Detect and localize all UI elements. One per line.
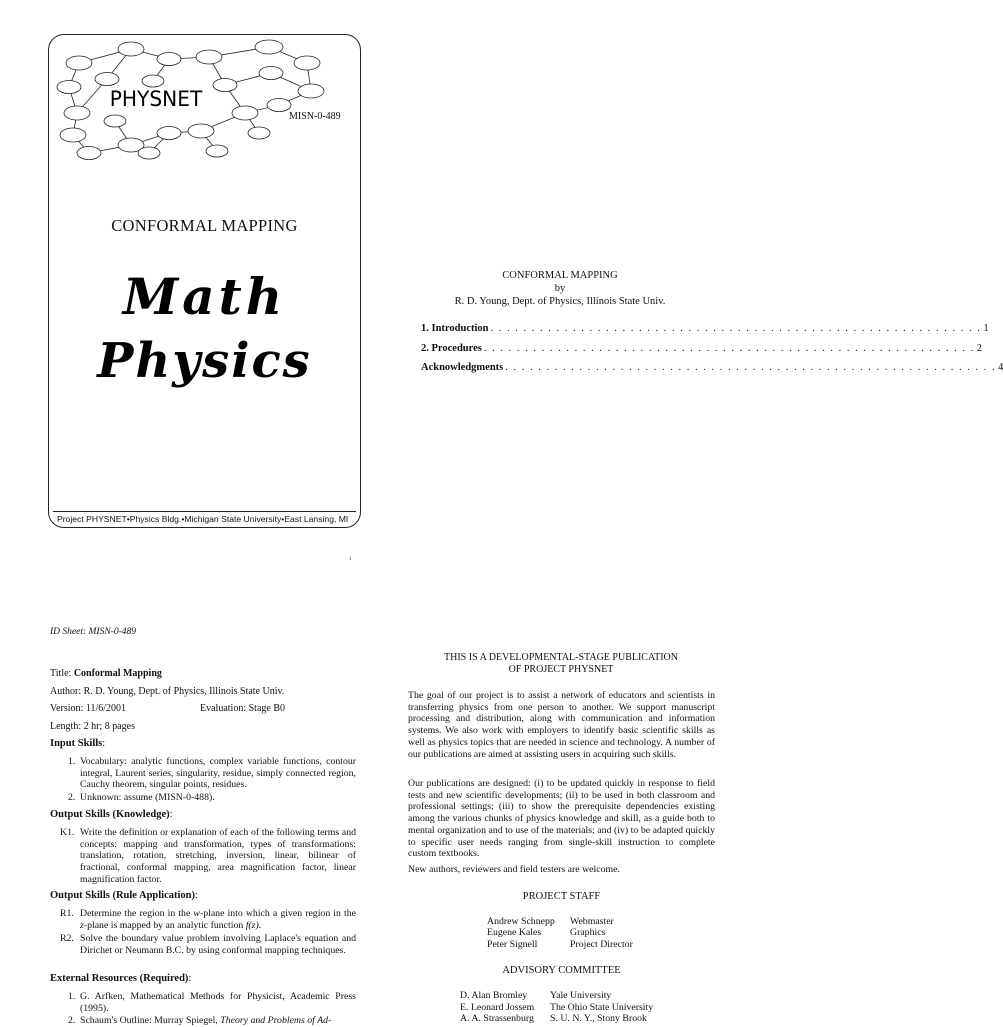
list-item: R2. Solve the boundary value problem involving Laplace's equation and Dirichet or Neumann B.C. by using conformal mapping techniques. [60, 933, 356, 956]
advisor-name: D. Alan Bromley [460, 990, 528, 1001]
id-title-value: Conformal Mapping [73, 668, 162, 679]
physnet-logo: PHYSNET [109, 87, 203, 111]
title-page-by: by [554, 283, 566, 294]
physnet-network-graphic [49, 35, 362, 165]
id-title-line [50, 668, 162, 679]
cover-card [48, 34, 361, 528]
external-resources-heading: External Resources (Required): [50, 973, 192, 984]
design-paragraph: Our publications are designed: (i) to be updated quickly in response to field tests and new scientific developments; (ii) to be used in both classroom and professional settings; (iii) to show the prerequisite dependencies existing among the various chunks of physics knowledge and skill, as a guide both to mental organization and to use of the materials; and (iv) to be adapted quickly to specific user needs ranging from single-skill instruction to complete custom textbooks. [408, 778, 715, 860]
page-number: 1 [349, 557, 352, 562]
advisor-name: A. A. Strassenburg [460, 1013, 534, 1024]
advisor-name: E. Leonard Jossem [460, 1002, 535, 1013]
staff-role: Project Director [570, 939, 633, 950]
id-version: Version: 11/6/2001 [50, 703, 127, 714]
toc-entry[interactable] [421, 362, 1003, 373]
project-staff-heading: PROJECT STAFF [522, 891, 601, 902]
toc-leader: . . . . . . . . . . . . . . . . . . . . . . . . . . . . . . . . . . . . . . . . . . . . . . . . . . . . . . . . . . . . [490, 323, 982, 334]
misn-code: MISN-0-489 [289, 111, 341, 122]
list-item: 1. Vocabulary: analytic functions, complex variable functions, contour integral, Laurent series, singularity, residue, simply connected region, Cauchy theorem, singular points, residues. [68, 756, 356, 791]
id-length: Length: 2 hr; 8 pages [50, 721, 135, 732]
list-item: R1. Determine the region in the w-plane into which a given region in the z-plane is mapped by an analytic function f(z). [60, 908, 356, 931]
staff-role: Webmaster [570, 916, 614, 927]
toc-page: 1 [983, 323, 989, 334]
toc-page: 2 [976, 343, 982, 354]
staff-name: Eugene Kales [487, 927, 542, 938]
cover-title: CONFORMAL MAPPING [111, 216, 298, 235]
cover-gothic-math: Math [122, 267, 287, 326]
toc-label: 2. Procedures [421, 343, 482, 354]
toc-entry[interactable] [421, 343, 982, 354]
staff-role: Graphics [570, 927, 606, 938]
toc-leader: . . . . . . . . . . . . . . . . . . . . . . . . . . . . . . . . . . . . . . . . . . . . . . . . . . . . . . . . . . . . [505, 362, 997, 373]
output-knowledge-heading: Output Skills (Knowledge): [50, 809, 173, 820]
advisor-org: S. U. N. Y., Stony Brook [550, 1013, 647, 1024]
staff-name: Andrew Schnepp [487, 916, 555, 927]
advisory-committee-heading: ADVISORY COMMITTEE [502, 965, 621, 976]
cover-gothic-physics: Physics [97, 333, 312, 389]
list-item: 2. Unknown: assume (MISN-0-488). [68, 792, 215, 803]
id-sheet-header: ID Sheet: MISN-0-489 [50, 627, 137, 637]
title-page-author: R. D. Young, Dept. of Physics, Illinois State Univ. [454, 296, 666, 307]
toc-leader: . . . . . . . . . . . . . . . . . . . . . . . . . . . . . . . . . . . . . . . . . . . . . . . . . . . . . . . . . . . . [483, 343, 975, 354]
list-item: 1. G. Arfken, Mathematical Methods for Physicist, Academic Press (1995). [68, 991, 356, 1014]
toc-label: Acknowledgments [421, 362, 504, 373]
output-rule-heading: Output Skills (Rule Application): [50, 890, 198, 901]
id-title-label: Title: [50, 668, 72, 679]
toc-label: 1. Introduction [421, 323, 489, 334]
goal-paragraph: The goal of our project is to assist a network of educators and scientists in transferring physics from one person to another. We support manuscript processing and distribution, along with communication and information systems. We also work with employers to identify basic scientific skills as well as physics topics that are needed in science and technology. A number of our publications are aimed at assisting users in acquiring such skills. [408, 690, 715, 760]
welcome-paragraph: New authors, reviewers and field testers are welcome. [408, 864, 620, 875]
toc-page: 4 [998, 362, 1003, 373]
developmental-notice: THIS IS A DEVELOPMENTAL-STAGE PUBLICATION OF PROJECT PHYSNET [444, 652, 678, 675]
input-skills-heading: Input Skills: [50, 738, 106, 749]
id-evaluation: Evaluation: Stage B0 [200, 703, 285, 714]
advisor-org: Yale University [550, 990, 612, 1001]
list-item: K1. Write the definition or explanation of each of the following terms and concepts: mapping and transformation, types of transformations: translation, rotation, stretching, inversion, linear, bilinear of fractional, conformal mapping, area magnification factor, linear magnification factor. [60, 827, 356, 885]
title-page-title: CONFORMAL MAPPING [502, 270, 618, 281]
id-author: Author: R. D. Young, Dept. of Physics, Illinois State Univ. [50, 686, 285, 697]
list-item: 2. Schaum's Outline: Murray Spiegel, Theory and Problems of Ad- [68, 1015, 332, 1026]
cover-footer-rule [53, 511, 356, 512]
staff-name: Peter Signell [487, 939, 538, 950]
cover-footer: Project PHYSNET•Physics Bldg.•Michigan State University•East Lansing, MI [57, 514, 349, 524]
advisor-org: The Ohio State University [550, 1002, 654, 1013]
toc-entry[interactable] [421, 323, 989, 334]
